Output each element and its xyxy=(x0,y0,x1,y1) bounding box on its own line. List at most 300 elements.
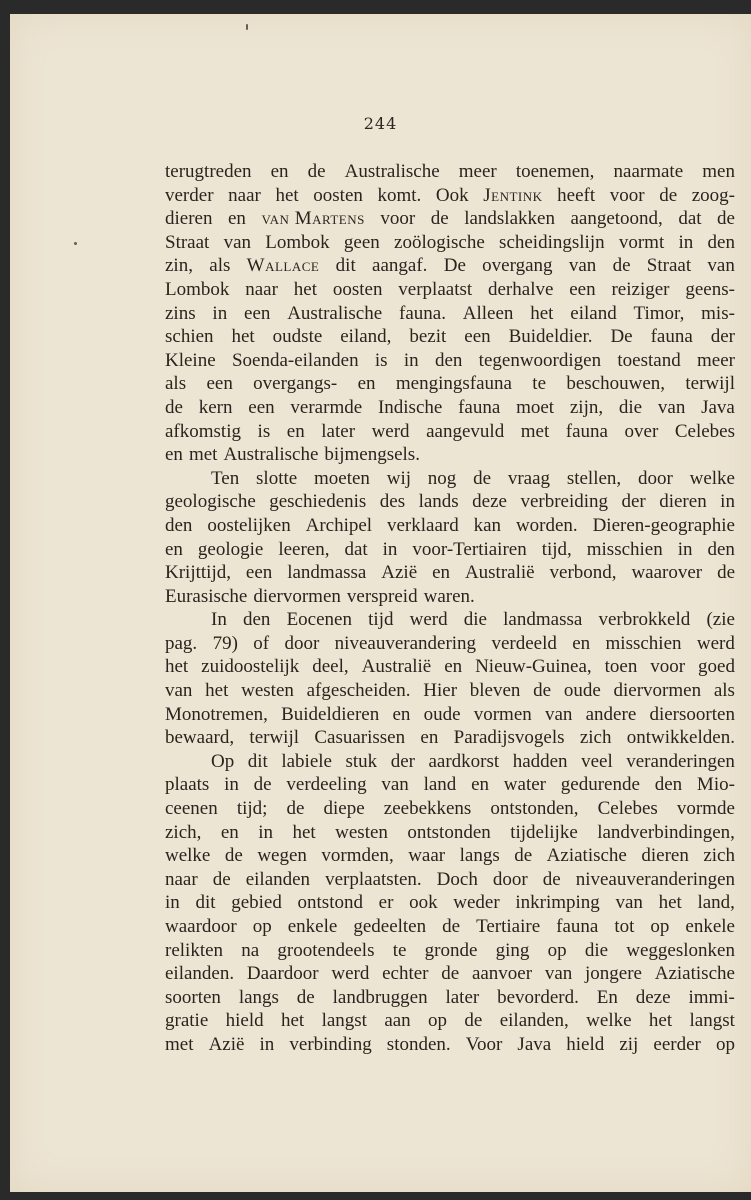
word: Australië xyxy=(361,656,432,678)
word: enkele xyxy=(287,916,338,937)
word: Eurasische xyxy=(165,585,248,607)
text-line xyxy=(165,467,735,491)
text-line xyxy=(165,868,735,892)
word: het xyxy=(280,1010,305,1032)
word: hadden xyxy=(512,750,568,772)
word: en xyxy=(357,373,376,395)
word: in xyxy=(258,821,274,843)
word: en xyxy=(270,161,289,182)
word: de xyxy=(286,798,305,820)
word: het xyxy=(648,1010,673,1032)
word: gratie xyxy=(165,1010,209,1032)
word: de xyxy=(430,208,449,230)
word: deel, xyxy=(312,656,349,678)
word: op xyxy=(650,916,670,937)
word: 79) xyxy=(212,632,238,654)
word: hield xyxy=(225,1010,264,1032)
word: een xyxy=(206,373,233,395)
word: moet xyxy=(516,396,555,418)
word: mengingsfauna xyxy=(395,373,512,395)
word: verbrokkeld xyxy=(598,609,691,631)
word: later xyxy=(445,986,480,1008)
word: verbinding xyxy=(289,1033,372,1055)
text-line xyxy=(165,703,735,727)
word: landmassa xyxy=(287,562,367,584)
word: werd xyxy=(696,632,735,654)
word: terwijl xyxy=(249,727,300,749)
word: ontstond xyxy=(297,892,363,914)
word: aangetoond, xyxy=(570,208,663,230)
word: de xyxy=(253,774,272,796)
word: wegen xyxy=(257,845,307,867)
word: in xyxy=(165,892,180,914)
word: ook xyxy=(409,892,438,914)
word: Buideldieren xyxy=(281,703,380,725)
word: misschien xyxy=(605,632,682,654)
word: de xyxy=(224,845,243,867)
word: Timor, xyxy=(633,302,685,324)
word: Soenda-eilanden xyxy=(231,349,359,371)
word: Alleen xyxy=(462,302,514,324)
word: na xyxy=(241,939,260,961)
word: het xyxy=(658,892,682,914)
text-line xyxy=(165,561,735,585)
word: die xyxy=(618,396,643,418)
word: Lombok xyxy=(165,278,230,300)
word: en xyxy=(432,562,451,584)
word: zuidoostelijk xyxy=(201,656,300,678)
word: toenemen, xyxy=(515,161,595,182)
word: dat xyxy=(678,208,702,230)
word: welke xyxy=(165,845,211,867)
word: deze xyxy=(472,491,507,513)
word: van xyxy=(568,255,597,277)
word: Hier xyxy=(423,680,458,702)
word: de xyxy=(717,562,735,584)
text-line xyxy=(165,231,735,255)
word: Monotremen, xyxy=(165,703,268,725)
word: ging xyxy=(495,939,530,961)
word: te xyxy=(532,373,547,395)
word: die xyxy=(463,609,487,631)
text-line xyxy=(165,915,735,939)
word: Eocenen xyxy=(286,609,352,631)
word: in xyxy=(212,302,228,324)
word: geologie xyxy=(197,538,264,560)
word: eerder xyxy=(653,1033,701,1055)
word: wij xyxy=(386,467,411,489)
word: der xyxy=(621,491,646,513)
word: verklaard xyxy=(386,514,459,536)
word: oude xyxy=(563,680,601,702)
word: zich xyxy=(579,727,612,749)
word: oudste xyxy=(272,326,323,348)
word: kan xyxy=(473,514,502,536)
word: van xyxy=(381,774,409,796)
word: over xyxy=(624,420,659,442)
word: verspreid xyxy=(346,585,418,607)
word: aardkorst xyxy=(428,750,500,772)
word: verplaatsten. xyxy=(325,868,422,890)
word: Nieuw-Guinea, xyxy=(475,656,592,678)
word: en xyxy=(228,208,246,230)
word: afgescheiden. xyxy=(306,680,411,702)
word: werd xyxy=(331,963,370,985)
word: vormde xyxy=(676,798,735,820)
word: en xyxy=(165,444,183,466)
word: En xyxy=(596,986,618,1008)
word: en xyxy=(165,538,183,560)
word: men xyxy=(702,161,735,182)
word: en xyxy=(220,821,239,843)
word: oosten xyxy=(313,184,363,206)
word: eilanden. xyxy=(165,963,235,985)
word: de xyxy=(296,986,315,1008)
word: derhalve xyxy=(488,278,554,300)
word: bleven xyxy=(469,680,521,702)
word: voor xyxy=(380,208,416,230)
word: inkrimping xyxy=(515,892,600,914)
text-line xyxy=(165,608,735,632)
word: De xyxy=(443,255,466,277)
word: te xyxy=(392,939,407,961)
word: den xyxy=(707,538,735,560)
word: Doch xyxy=(436,868,478,890)
paper-speck xyxy=(74,242,77,245)
word: landmassa xyxy=(503,609,583,631)
word: Australische xyxy=(344,161,440,182)
word: vormden, xyxy=(321,845,394,867)
word: oosten xyxy=(332,278,383,300)
word: naar xyxy=(245,278,278,300)
word: worden. xyxy=(515,514,578,536)
word: in xyxy=(720,491,735,513)
word: in xyxy=(382,538,398,560)
word: op xyxy=(715,1033,735,1055)
word: tegenwoordigen xyxy=(478,349,602,371)
word: weder xyxy=(453,892,500,914)
text-line xyxy=(165,325,735,349)
word: Java xyxy=(517,1033,552,1055)
word: op xyxy=(252,916,272,937)
word: is xyxy=(374,349,388,371)
word: door xyxy=(637,467,673,489)
word: werd xyxy=(409,609,448,631)
text-line xyxy=(165,396,735,420)
word: afkomstig xyxy=(165,420,241,442)
text-line xyxy=(165,679,735,703)
word: de xyxy=(717,208,735,230)
word: langst xyxy=(321,1010,367,1032)
word: naar xyxy=(165,868,198,890)
word: zij xyxy=(619,1033,639,1055)
word: aangaf. xyxy=(372,255,428,277)
word: Mio- xyxy=(696,774,735,796)
word: Kleine xyxy=(165,349,216,371)
word: Australië xyxy=(464,562,535,584)
word: naarmate xyxy=(613,161,684,182)
word: tijd, xyxy=(541,538,572,560)
word: op xyxy=(428,1010,448,1032)
word: niveauveranderingen xyxy=(575,868,735,890)
word: met xyxy=(165,1033,194,1055)
word: meer xyxy=(697,349,735,371)
text-line xyxy=(165,585,735,609)
word: fauna xyxy=(650,326,693,348)
word: Ten xyxy=(211,467,240,489)
word: eiland, xyxy=(340,326,392,348)
word: zich, xyxy=(165,821,202,843)
word: naar xyxy=(228,184,261,206)
word: door xyxy=(284,632,320,654)
word: immi- xyxy=(688,986,735,1008)
word: van xyxy=(657,396,686,418)
word: toen xyxy=(604,656,638,678)
word: lands xyxy=(418,491,459,513)
word: landverbindingen, xyxy=(597,821,735,843)
word: mis- xyxy=(701,302,735,324)
word: terugtreden xyxy=(165,161,252,182)
word: in xyxy=(403,349,419,371)
text-line xyxy=(165,254,735,278)
word: het xyxy=(165,656,189,678)
text-line xyxy=(165,986,735,1010)
word: en xyxy=(471,774,490,796)
word: veranderingen xyxy=(626,750,735,772)
word: aangevuld xyxy=(426,420,505,442)
word: geens- xyxy=(685,278,735,300)
word: gronde xyxy=(424,939,478,961)
word: eiland xyxy=(570,302,617,324)
word: hield xyxy=(566,1033,605,1055)
word: leeren, xyxy=(278,538,330,560)
text-line xyxy=(165,939,735,963)
word: In xyxy=(211,609,227,631)
word: het xyxy=(293,278,317,300)
word: gebied xyxy=(231,892,282,914)
word: later xyxy=(321,420,356,442)
word: soorten xyxy=(165,986,221,1008)
text-line xyxy=(165,420,735,444)
word: waar xyxy=(408,845,446,867)
word: of xyxy=(253,632,270,654)
text-line xyxy=(165,160,735,184)
word: eilanden, xyxy=(499,1010,569,1032)
word: in xyxy=(678,231,694,253)
word: verder xyxy=(165,184,214,206)
word: aan xyxy=(384,1010,411,1032)
word: kern xyxy=(198,396,233,418)
text-line xyxy=(165,962,735,986)
word: goed xyxy=(698,656,735,678)
word: zoog- xyxy=(691,184,735,206)
word: zijn, xyxy=(569,396,604,418)
word: voor-Tertiairen xyxy=(412,538,527,560)
word: den xyxy=(654,774,683,796)
word: oude xyxy=(423,703,461,725)
word: den xyxy=(165,514,193,536)
word: dieren xyxy=(641,845,689,867)
word: in xyxy=(259,1033,275,1055)
word: echter xyxy=(382,963,429,985)
word: dit xyxy=(335,255,356,277)
word: den xyxy=(242,609,271,631)
word: die xyxy=(584,939,609,961)
word: fauna xyxy=(556,916,599,937)
word: tijdelijke xyxy=(510,821,578,843)
text-line xyxy=(165,632,735,656)
word: bewaard, xyxy=(165,727,235,749)
word: het xyxy=(292,821,316,843)
word: waarover xyxy=(631,562,703,584)
word: werd xyxy=(371,420,410,442)
word: komt. xyxy=(377,184,422,206)
word: waardoor xyxy=(165,916,237,937)
word: pag. xyxy=(165,632,198,654)
word: zin, xyxy=(165,255,193,277)
word: het xyxy=(205,680,229,702)
text-line xyxy=(165,184,735,208)
word: terwijl xyxy=(685,373,735,395)
text-line xyxy=(165,1033,735,1057)
word: van xyxy=(223,231,252,253)
word: den xyxy=(434,349,463,371)
word: oostelijken xyxy=(207,514,291,536)
word: beschouwen, xyxy=(566,373,666,395)
word: Java xyxy=(701,396,735,418)
text-line xyxy=(165,773,735,797)
word: in xyxy=(224,774,239,796)
word: is xyxy=(257,420,271,442)
word: (zie xyxy=(706,609,735,631)
word: op xyxy=(547,939,567,961)
word: vormen xyxy=(473,703,532,725)
word: gedurende xyxy=(560,774,640,796)
word: de xyxy=(307,161,326,182)
word: fauna. xyxy=(399,302,446,324)
word: een xyxy=(569,278,596,300)
word: van xyxy=(615,892,643,914)
word: de xyxy=(514,845,533,867)
text-line xyxy=(165,891,735,915)
word: Aziatische xyxy=(654,963,735,985)
word: enkele xyxy=(685,916,735,937)
word: zoölogische xyxy=(394,231,485,253)
word: bijmengsels. xyxy=(324,444,420,466)
body-text xyxy=(165,160,735,1057)
word: zich xyxy=(703,845,735,867)
word: er xyxy=(378,892,394,914)
word: diervormen xyxy=(613,680,702,702)
word: Jentink xyxy=(483,184,543,206)
word: misschien xyxy=(586,538,663,560)
paper-speck xyxy=(246,24,248,30)
word: van xyxy=(707,255,735,277)
text-line xyxy=(165,750,735,774)
word: landbruggen xyxy=(332,986,428,1008)
word: toestand xyxy=(617,349,681,371)
word: welke xyxy=(689,467,735,489)
word: door xyxy=(492,868,528,890)
word: der xyxy=(710,326,735,348)
word: langst xyxy=(689,1010,735,1032)
word: ontstonden, xyxy=(490,798,579,820)
word: een xyxy=(464,326,491,348)
word: de xyxy=(165,396,183,418)
word: diervormen xyxy=(253,585,341,607)
word: de xyxy=(212,868,231,890)
word: overgang xyxy=(482,255,553,277)
word: geologische xyxy=(165,491,256,513)
word: Paradijsvogels xyxy=(453,727,565,749)
word: dit xyxy=(195,892,216,914)
word: welke xyxy=(586,1010,632,1032)
word: Archipel xyxy=(305,514,373,536)
text-line xyxy=(165,278,735,302)
text-line xyxy=(165,1009,735,1033)
word: eilanden xyxy=(245,868,311,890)
word: aanvoer xyxy=(471,963,533,985)
word: stellen, xyxy=(566,467,622,489)
word: het xyxy=(231,326,255,348)
word: in xyxy=(677,538,693,560)
word: een xyxy=(245,562,273,584)
word: Azië xyxy=(208,1033,245,1055)
word: Dieren-geographie xyxy=(592,514,735,536)
word: het xyxy=(530,302,554,324)
word: dat xyxy=(344,538,368,560)
text-line xyxy=(165,443,735,467)
word: land xyxy=(423,774,457,796)
word: Wallace xyxy=(246,255,320,277)
word: de xyxy=(442,916,461,937)
word: stuk xyxy=(345,750,378,772)
word: Voor xyxy=(465,1033,503,1055)
word: andere xyxy=(585,703,637,725)
word: Daardoor xyxy=(246,963,319,985)
word: met xyxy=(520,420,550,442)
word: geen xyxy=(343,231,380,253)
word: plaats xyxy=(165,774,210,796)
word: waren. xyxy=(423,585,475,607)
word: landslakken xyxy=(464,208,555,230)
word: meer xyxy=(458,161,497,182)
word: de xyxy=(441,963,460,985)
text-line xyxy=(165,538,735,562)
word: geschiedenis xyxy=(269,491,367,513)
word: verbreiding xyxy=(520,491,609,513)
word: deze xyxy=(635,986,671,1008)
word: de xyxy=(659,184,678,206)
word: dieren xyxy=(659,491,707,513)
word: Indische xyxy=(377,396,443,418)
word: heeft xyxy=(557,184,596,206)
word: Casuarissen xyxy=(314,727,406,749)
word: reiziger xyxy=(611,278,670,300)
word: de xyxy=(612,255,631,277)
word: Straat xyxy=(646,255,692,277)
word: als xyxy=(209,255,231,277)
word: een xyxy=(244,302,271,324)
word: de xyxy=(533,680,552,702)
word: diersoorten xyxy=(649,703,735,725)
word: nog xyxy=(427,467,457,489)
text-line xyxy=(165,372,735,396)
word: en xyxy=(286,420,305,442)
word: water xyxy=(503,774,546,796)
word: overgangs- xyxy=(253,373,338,395)
word: vormt xyxy=(618,231,665,253)
